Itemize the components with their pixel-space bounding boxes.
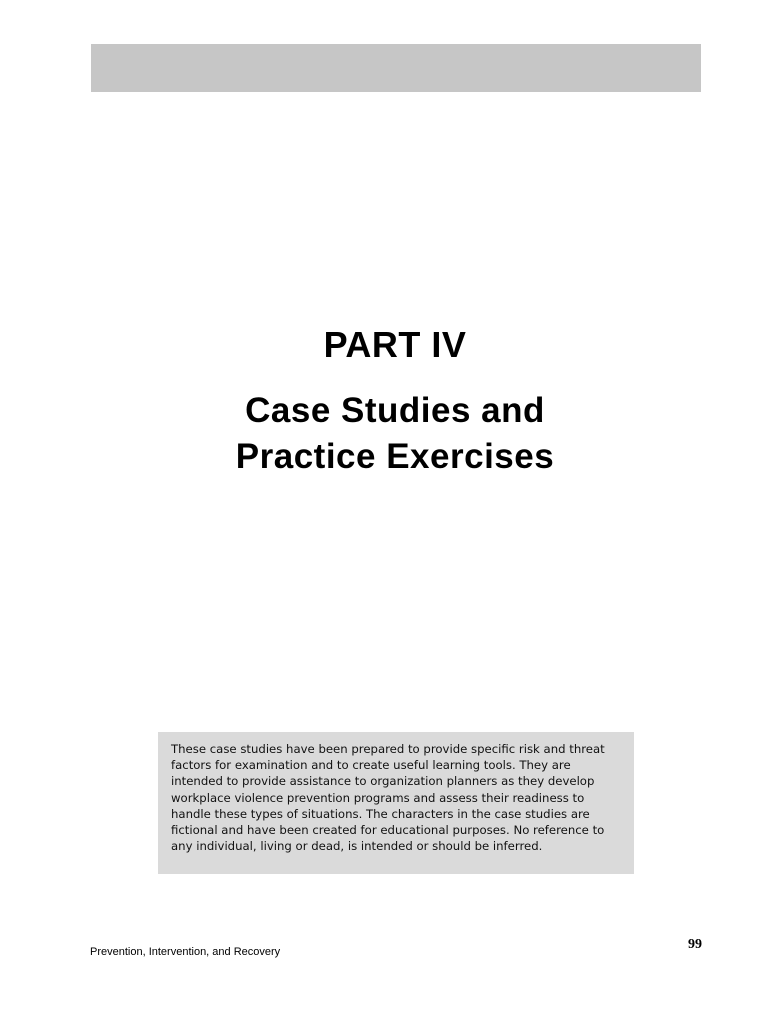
part-label: PART IV bbox=[323, 324, 467, 365]
intro-paragraph: These case studies have been prepared to provide specific risk and threat factors for examination and to create useful learning tools. They are intended to provide assistance to organization planners as they develop workplace violence prevention programs and assess their readiness to handle these types of situations. The characters in the case studies are fictional and have been created for educational purposes. No reference to any individual, living or dead, is intended or should be inferred. bbox=[171, 742, 605, 854]
part-title-line-1: Case Studies and bbox=[245, 391, 545, 430]
header-band bbox=[91, 44, 701, 92]
part-title bbox=[0, 388, 768, 480]
part-title-line-2: Practice Exercises bbox=[235, 437, 555, 476]
intro-box bbox=[158, 732, 634, 874]
page-number: 99 bbox=[688, 937, 702, 952]
title-block bbox=[0, 322, 768, 480]
footer-text: Prevention, Intervention, and Recovery bbox=[90, 946, 281, 958]
